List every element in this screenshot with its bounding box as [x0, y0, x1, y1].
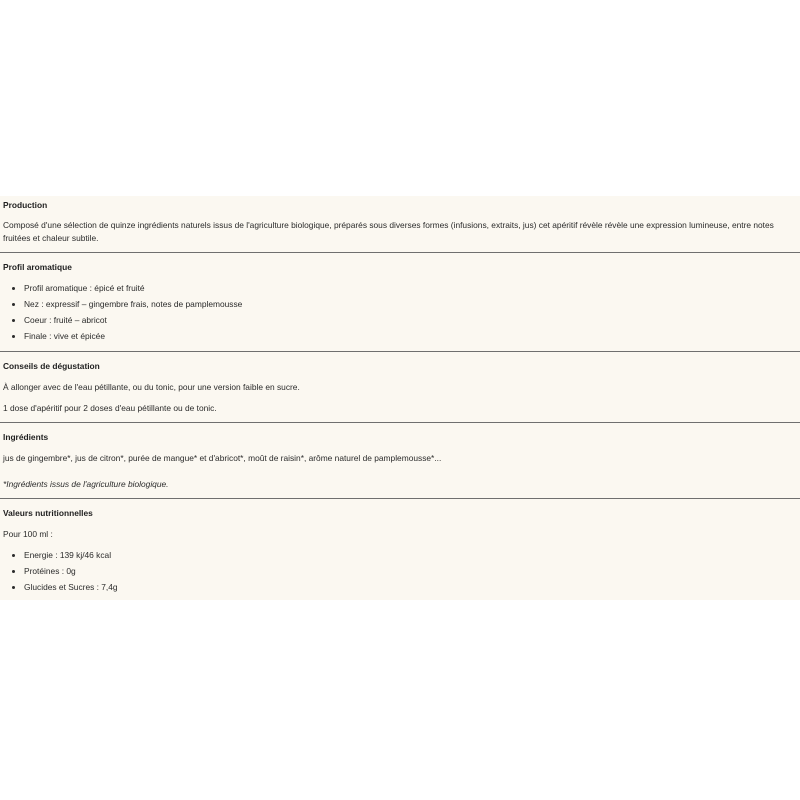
list-item: Energie : 139 kj/46 kcal	[24, 549, 796, 562]
ingredients-text: jus de gingembre*, jus de citron*, purée de mangue* et d'abricot*, moût de raisin*, arôme naturel de pamplemousse*...	[3, 453, 442, 463]
list-item: Nez : expressif – gingembre frais, notes de pamplemousse	[24, 298, 796, 311]
nutrition-list	[3, 549, 796, 594]
aromatic-section	[0, 253, 800, 343]
production-heading: Production	[3, 200, 48, 210]
ingredients-section	[0, 423, 800, 491]
nutrition-section	[0, 499, 800, 594]
list-item: Finale : vive et épicée	[24, 330, 796, 343]
ingredients-heading: Ingrédients	[3, 432, 49, 442]
tasting-line: À allonger avec de l'eau pétillante, ou du tonic, pour une version faible en sucre.	[3, 382, 300, 392]
list-item: Profil aromatique : épicé et fruité	[24, 282, 796, 295]
production-section	[0, 196, 800, 245]
tasting-section	[0, 352, 800, 415]
list-item: Protéines : 0g	[24, 565, 796, 578]
list-item: Glucides et Sucres : 7,4g	[24, 581, 796, 594]
aromatic-list	[3, 282, 796, 343]
tasting-line: 1 dose d'apéritif pour 2 doses d'eau pétillante ou de tonic.	[3, 403, 217, 413]
ingredients-note: *Ingrédients issus de l'agriculture biologique.	[3, 479, 169, 489]
list-item: Coeur : fruité – abricot	[24, 314, 796, 327]
aromatic-heading: Profil aromatique	[3, 262, 72, 272]
production-text: Composé d'une sélection de quinze ingrédients naturels issus de l'agriculture biologique, préparés sous diverses formes (infusions, extraits, jus) cet apéritif révèle révèle une expression lumineuse, entre notes fruitées et chaleur subtile.	[3, 220, 774, 243]
tasting-heading: Conseils de dégustation	[3, 361, 100, 371]
nutrition-intro: Pour 100 ml :	[3, 529, 53, 539]
product-details-panel	[0, 196, 800, 600]
nutrition-heading: Valeurs nutritionnelles	[3, 508, 93, 518]
